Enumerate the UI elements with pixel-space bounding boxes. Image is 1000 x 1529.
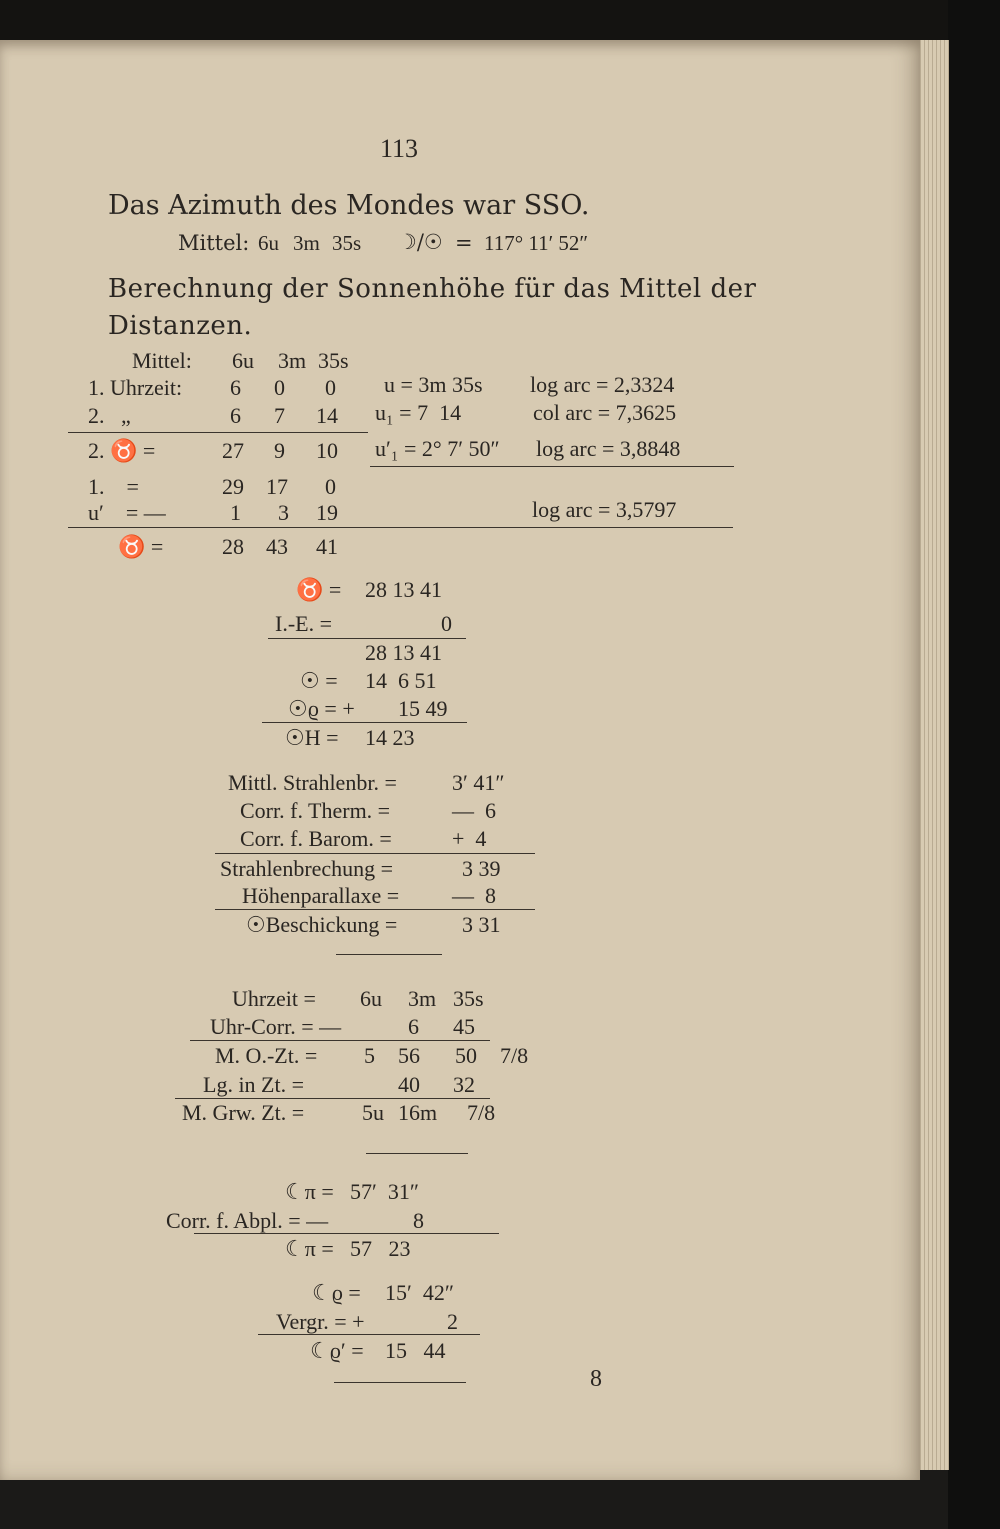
moon-sun-symbol: ☽/☉ xyxy=(398,230,443,254)
paragraph-line-2: Distanzen. xyxy=(108,311,253,341)
book-cover-edge xyxy=(948,0,1000,1529)
rule xyxy=(262,722,467,723)
rule xyxy=(370,466,734,467)
book-top-edge xyxy=(0,0,1000,44)
rule xyxy=(68,432,368,433)
section-divider xyxy=(336,954,442,955)
paragraph-line-1: Berechnung der Sonnenhöhe für das Mittel der xyxy=(108,274,757,304)
rule xyxy=(268,638,466,639)
heading: Das Azimuth des Mondes war SSO. xyxy=(108,190,590,221)
rule xyxy=(194,1233,499,1234)
rule xyxy=(215,853,535,854)
signature-mark: 8 xyxy=(590,1366,602,1392)
rule xyxy=(175,1098,490,1099)
rule xyxy=(215,909,535,910)
book-page: 113 Das Azimuth des Mondes war SSO. Mittel: 6u 3m 35s ☽/☉ = 117° 11′ 52″ Berechnung der Sonnenhöhe für das Mittel der Distanzen. Mittel: 6u 3m 35s 1. Uhrzeit: 6 0 0 2. „ 6 7 14 2. ♉ = 27 9 10 1. = 29 17 0 u′ = — 1 3 19 ♉ = 28 43 41 u = 3m 35s log arc = 2,3324 u₁ = 7 14 col arc = 7,3625 u′₁ = 2° 7′ 50″ log arc = 3,8848 log arc = 3,5797 ♉ = 28 13 41 I.-E. = 0 28 13 41 ☉ = 14 6 51 ☉ϱ = + 15 49 ☉H = 14 23 Mittl. Strahlenbr. = 3′ 41″ Corr. f. Therm. = — 6 Corr. f. Barom. = + 4 Strahlenbrechung = 3 39 Höhenparallaxe = — 8 ☉Beschickung = 3 31 Uhrzeit = 6u 3m 35s Uhr-Corr. = — 6 45 M. O.-Zt. = 5 56 50 7/8 Lg. in Zt. = 40 32 M. Grw. Zt. = 5u 16m 7/8 ☾π = 57′ 31″ Corr. f. Abpl. = — 8 ☾π = 57 23 ☾ϱ = 15′ 42″ Vergr. = + 2 ☾ϱ′ = 15 44 8 xyxy=(0,40,920,1480)
rule xyxy=(68,527,733,528)
section-divider xyxy=(334,1382,466,1383)
rule xyxy=(258,1334,480,1335)
rule xyxy=(190,1040,490,1041)
section-divider xyxy=(366,1153,468,1154)
page-number: 113 xyxy=(380,134,419,163)
